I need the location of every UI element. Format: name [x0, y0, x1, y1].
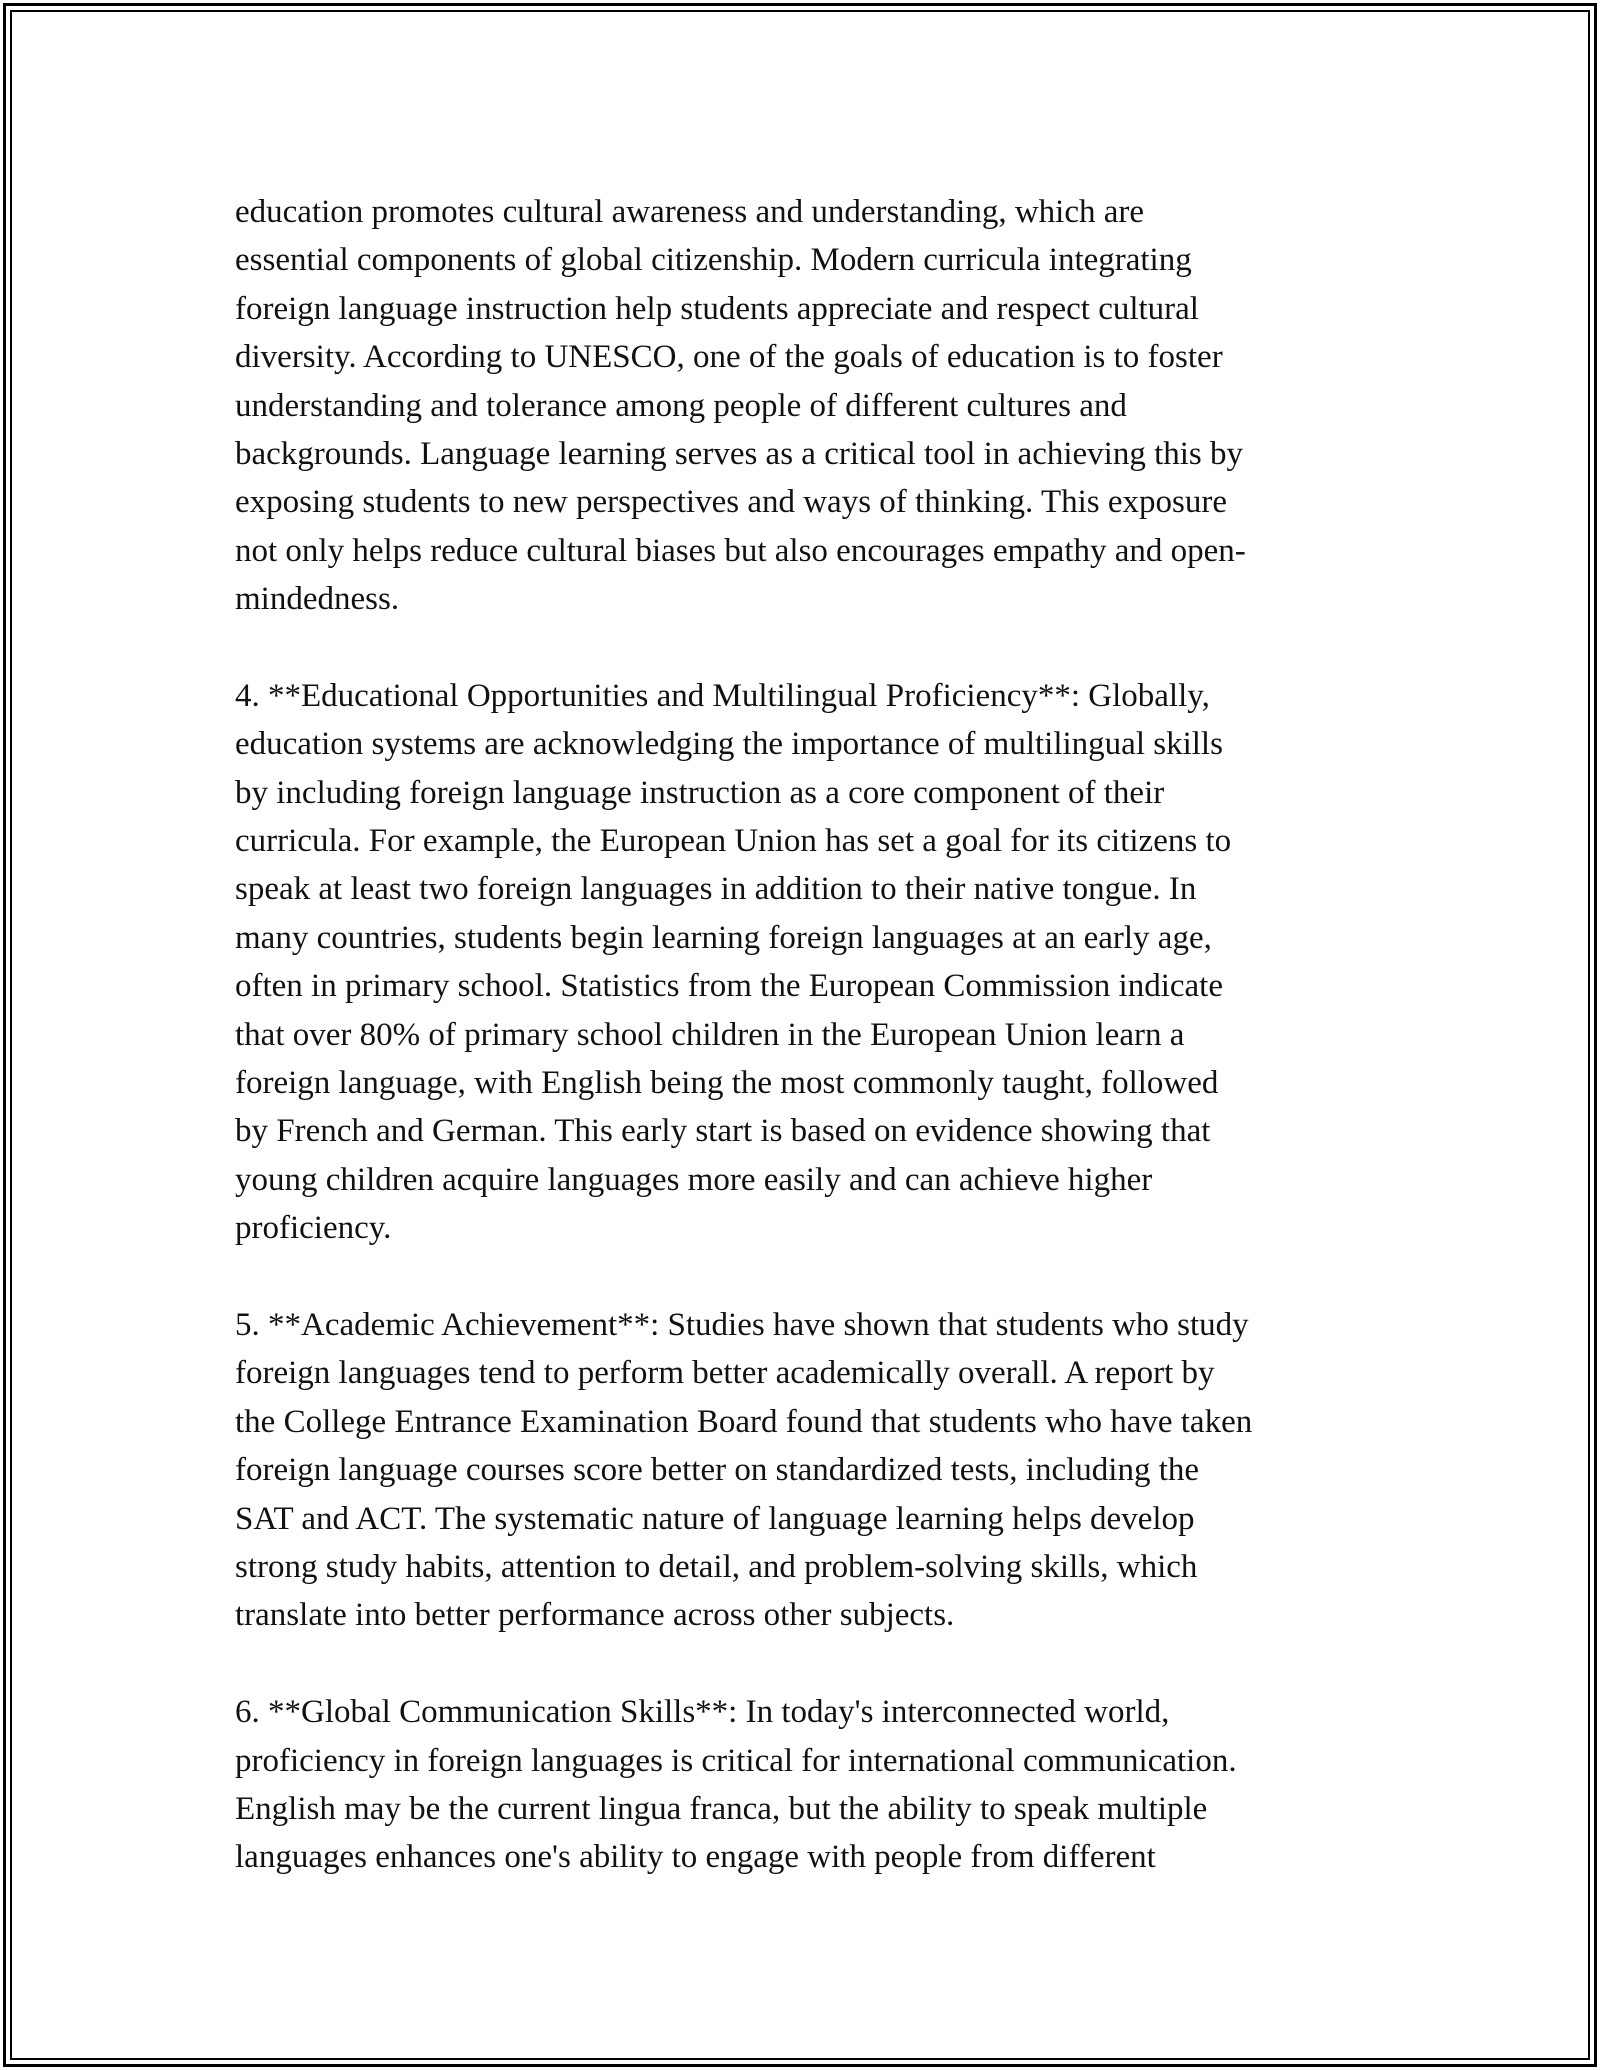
text-line: foreign language instruction help students appreciate and respect cultural: [235, 290, 1199, 327]
text-line: foreign languages tend to perform better academically overall. A report by: [235, 1355, 1215, 1392]
text-line: proficiency in foreign languages is critical for international communication.: [235, 1742, 1237, 1779]
text-line: young children acquire languages more easily and can achieve higher: [235, 1161, 1153, 1198]
text-line: education promotes cultural awareness and understanding, which are: [235, 194, 1145, 230]
text-line: strong study habits, attention to detail, and problem-solving skills, which: [235, 1548, 1198, 1585]
text-line: often in primary school. Statistics from the European Commission indicate: [235, 968, 1223, 1005]
text-line: by French and German. This early start is based on evidence showing that: [235, 1113, 1211, 1150]
text-line: essential components of global citizenship. Modern curricula integrating: [235, 242, 1192, 279]
text-line: exposing students to new perspectives and ways of thinking. This exposure: [235, 484, 1227, 521]
text-line: that over 80% of primary school children in the European Union learn a: [235, 1016, 1185, 1053]
text-line: curricula. For example, the European Union has set a goal for its citizens to: [235, 823, 1232, 860]
paragraph-global-communication: [235, 1688, 1385, 1882]
paragraph-spacer: [235, 1640, 1385, 1688]
text-line: SAT and ACT. The systematic nature of language learning helps develop: [235, 1500, 1195, 1537]
text-line: translate into better performance across other subjects.: [235, 1597, 955, 1634]
text-line: education systems are acknowledging the importance of multilingual skills: [235, 726, 1223, 763]
text-line: understanding and tolerance among people of different cultures and: [235, 387, 1127, 424]
text-line: not only helps reduce cultural biases but also encourages empathy and open-: [235, 532, 1246, 569]
text-line: backgrounds. Language learning serves as a critical tool in achieving this by: [235, 435, 1244, 472]
text-line: 5. **Academic Achievement**: Studies have shown that students who study: [235, 1306, 1249, 1343]
text-line: diversity. According to UNESCO, one of the goals of education is to foster: [235, 339, 1223, 376]
text-line: 4. **Educational Opportunities and Multilingual Proficiency**: Globally,: [235, 677, 1210, 714]
paragraph-educational-opportunities: [235, 672, 1385, 1253]
text-line: many countries, students begin learning foreign languages at an early age,: [235, 919, 1212, 956]
text-line: 6. **Global Communication Skills**: In today's interconnected world,: [235, 1694, 1170, 1731]
text-line: the College Entrance Examination Board found that students who have taken: [235, 1403, 1253, 1440]
text-line: languages enhances one's ability to engage with people from different: [235, 1839, 1156, 1876]
paragraph-cultural-awareness: [235, 188, 1385, 624]
text-line: foreign language, with English being the most commonly taught, followed: [235, 1065, 1219, 1102]
text-line: mindedness.: [235, 581, 400, 618]
paragraph-spacer: [235, 1253, 1385, 1301]
text-line: English may be the current lingua franca, but the ability to speak multiple: [235, 1790, 1208, 1827]
text-line: speak at least two foreign languages in addition to their native tongue. In: [235, 871, 1197, 908]
text-line: foreign language courses score better on standardized tests, including the: [235, 1452, 1200, 1489]
text-line: by including foreign language instruction as a core component of their: [235, 774, 1165, 811]
paragraph-academic-achievement: [235, 1301, 1385, 1640]
text-line: proficiency.: [235, 1210, 392, 1247]
paragraph-spacer: [235, 624, 1385, 672]
document-body: [235, 188, 1385, 1882]
